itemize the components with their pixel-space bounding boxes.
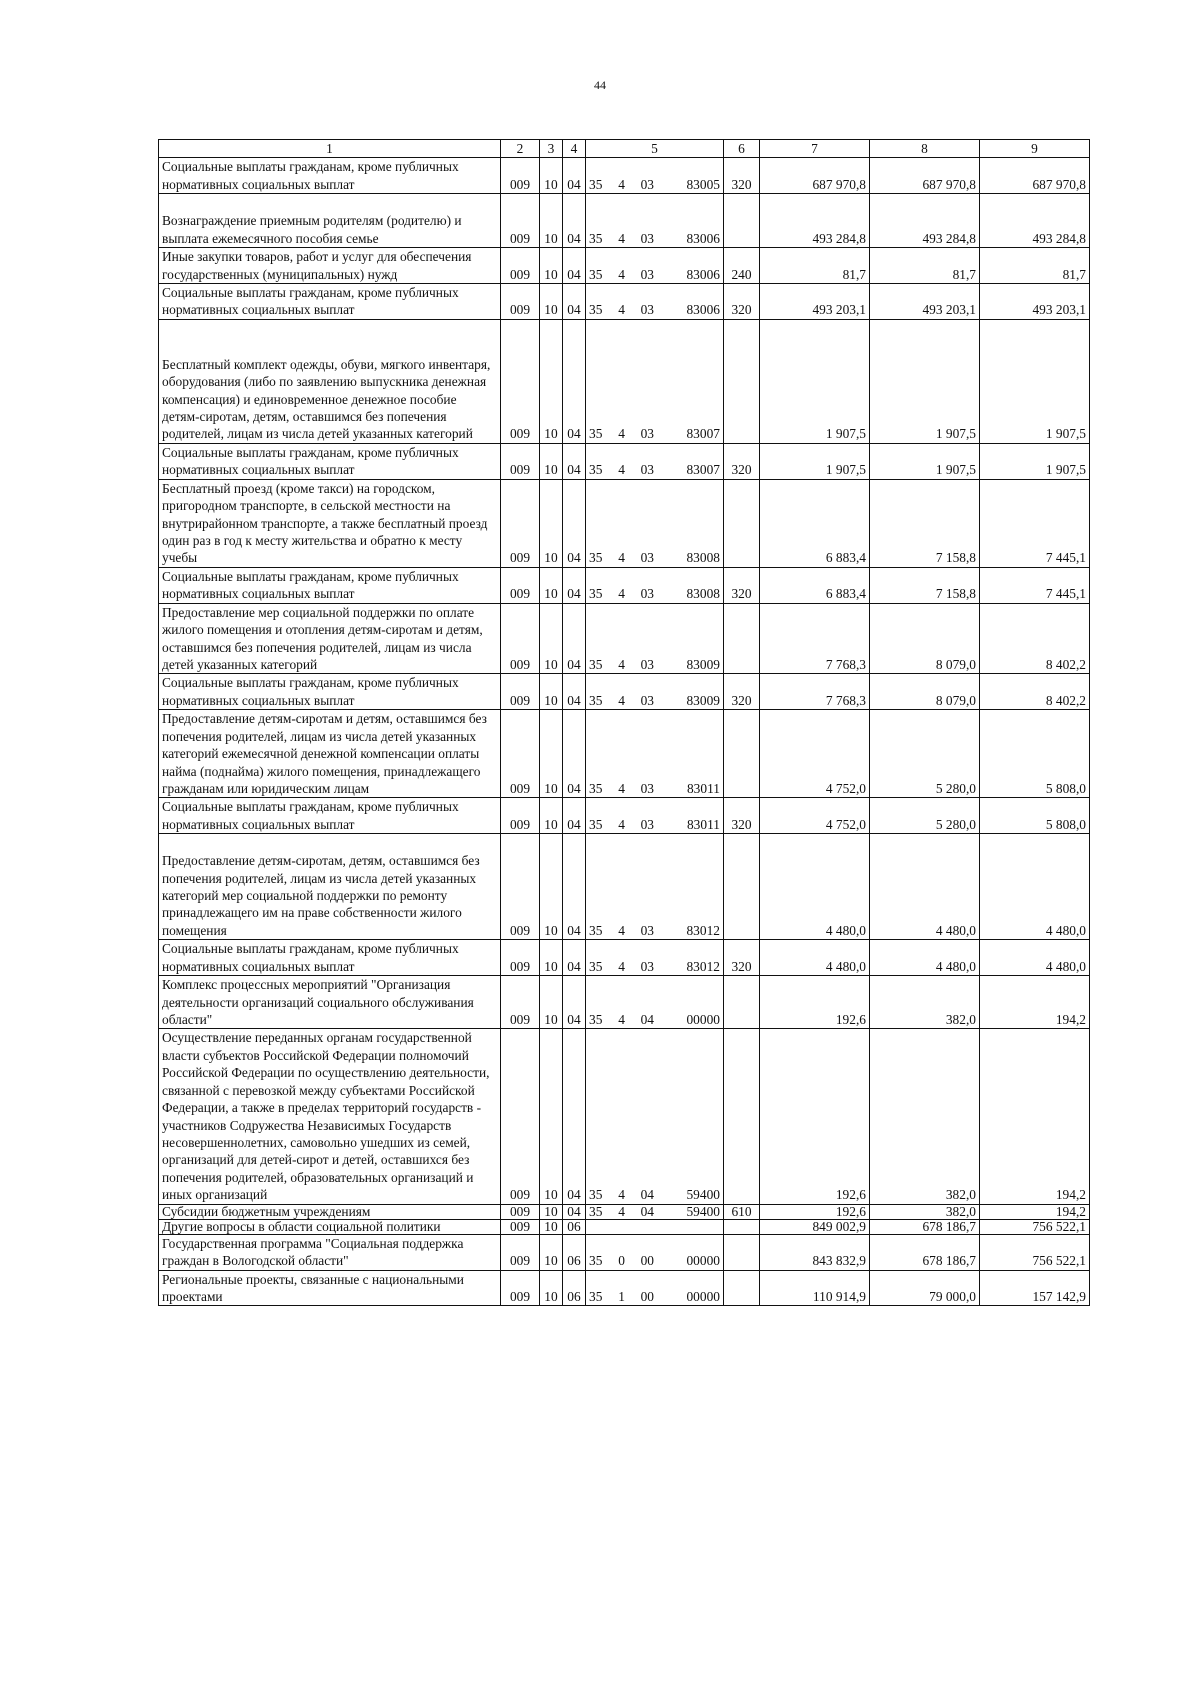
row-name: Предоставление мер социальной поддержки по оплате жилого помещения и отопления детям-сиротам и детям, оставшимся без попечения родителей, лицам из числа детей указанных категорий [159,603,501,674]
target-article-complex: 03 [640,816,654,832]
expense-type-code: 320 [724,283,760,319]
row-name: Бесплатный комплект одежды, обуви, мягкого инвентаря, оборудования (либо по заявлению выпускника денежная компенсация) и единовременное денежное пособие детям-сиротам, детям, оставшимся без попечения родителей, лицам из числа детей указанных категорий [159,319,501,443]
target-article-complex: 03 [640,176,654,192]
table-row [159,1029,1090,1204]
amount-year-2: 79 000,0 [870,1270,980,1306]
section-code: 10 [540,283,563,319]
grbs-code: 009 [501,710,540,798]
target-article-program: 35 [589,816,603,832]
amount-year-1: 843 832,9 [760,1234,870,1270]
table-row [159,194,1090,248]
amount-year-3: 5 808,0 [980,710,1090,798]
grbs-code: 009 [501,479,540,567]
amount-year-3: 194,2 [980,1204,1090,1219]
row-name: Предоставление детям-сиротам, детям, оставшимся без попечения родителей, лицам из числа детей указанных категорий мер социальной поддержки по ремонту принадлежащего им на праве собственности жилого помещения [159,834,501,940]
amount-year-2: 4 480,0 [870,940,980,976]
section-code: 10 [540,976,563,1029]
target-article-type: 4 [618,426,625,442]
target-article-code [586,1219,724,1234]
amount-year-1: 192,6 [760,976,870,1029]
amount-year-3: 194,2 [980,976,1090,1029]
subsection-code: 04 [563,710,586,798]
amount-year-3: 1 907,5 [980,319,1090,443]
page-number: 44 [594,78,606,92]
target-article-type: 4 [618,1011,625,1027]
amount-year-2: 4 480,0 [870,834,980,940]
table-row [159,567,1090,603]
target-article-type: 4 [618,266,625,282]
amount-year-2: 81,7 [870,248,980,284]
grbs-code: 009 [501,567,540,603]
subsection-code: 04 [563,940,586,976]
target-article-complex: 03 [640,550,654,566]
target-article-direction: 83008 [686,586,720,602]
grbs-code: 009 [501,319,540,443]
amount-year-2: 382,0 [870,1029,980,1204]
amount-year-1: 6 883,4 [760,479,870,567]
section-code: 10 [540,1029,563,1204]
subsection-code: 04 [563,443,586,479]
target-article-program: 35 [589,958,603,974]
target-article-direction: 83008 [686,550,720,566]
row-name: Социальные выплаты гражданам, кроме публичных нормативных социальных выплат [159,443,501,479]
target-article-complex: 00 [640,1253,654,1269]
target-article-code [586,283,724,319]
expense-type-code [724,194,760,248]
grbs-code: 009 [501,798,540,834]
target-article-complex: 03 [640,586,654,602]
target-article-type: 4 [618,692,625,708]
section-code: 10 [540,567,563,603]
amount-year-3: 194,2 [980,1029,1090,1204]
target-article-type: 4 [618,816,625,832]
target-article-code [586,940,724,976]
amount-year-1: 7 768,3 [760,674,870,710]
target-article-code [586,567,724,603]
target-article-type: 4 [618,780,625,796]
row-name: Вознаграждение приемным родителям (родителю) и выплата ежемесячного пособия семье [159,194,501,248]
subsection-code: 04 [563,674,586,710]
grbs-code: 009 [501,443,540,479]
table-row [159,479,1090,567]
grbs-code: 009 [501,1234,540,1270]
target-article-code [586,1029,724,1204]
target-article-code [586,1234,724,1270]
expense-type-code [724,976,760,1029]
table-row [159,248,1090,284]
target-article-complex: 03 [640,922,654,938]
section-code: 10 [540,1234,563,1270]
subsection-code: 04 [563,248,586,284]
header-row [159,140,1090,158]
row-name: Другие вопросы в области социальной политики [159,1219,501,1234]
target-article-complex: 03 [640,302,654,318]
section-code: 10 [540,834,563,940]
amount-year-2: 5 280,0 [870,710,980,798]
expense-type-code: 240 [724,248,760,284]
amount-year-2: 1 907,5 [870,443,980,479]
target-article-type: 4 [618,1203,625,1219]
amount-year-2: 1 907,5 [870,319,980,443]
expense-type-code: 320 [724,940,760,976]
target-article-program: 35 [589,1011,603,1027]
target-article-complex: 03 [640,266,654,282]
subsection-code: 04 [563,319,586,443]
row-name: Предоставление детям-сиротам и детям, оставшимся без попечения родителей, лицам из числа детей указанных категорий ежемесячной денежной компенсации оплаты найма (поднайма) жилого помещения, принадлежащего гражданам или юридическим лицам [159,710,501,798]
expense-type-code: 320 [724,443,760,479]
expense-type-code: 320 [724,798,760,834]
target-article-type: 4 [618,230,625,246]
table-row [159,1204,1090,1219]
target-article-direction: 83012 [686,958,720,974]
row-name: Осуществление переданных органам государственной власти субъектов Российской Федерации полномочий Российской Федерации по осуществлению деятельности, связанной с перевозкой между субъектами Российской Федерации, а также в пределах территорий государств - участников Содружества Независимых Государств несовершеннолетних, самовольно ушедших из семей, организаций для детей-сирот и детей, оставшихся без попечения родителей, образовательных организаций и иных организаций [159,1029,501,1204]
expense-type-code: 320 [724,567,760,603]
target-article-direction: 83006 [686,302,720,318]
expense-type-code: 610 [724,1204,760,1219]
target-article-program: 35 [589,462,603,478]
amount-year-1: 1 907,5 [760,443,870,479]
amount-year-3: 1 907,5 [980,443,1090,479]
row-name: Социальные выплаты гражданам, кроме публичных нормативных социальных выплат [159,940,501,976]
expense-type-code [724,603,760,674]
target-article-direction: 00000 [686,1253,720,1269]
section-code: 10 [540,1270,563,1306]
expense-type-code [724,710,760,798]
target-article-complex: 04 [640,1187,654,1203]
row-name: Комплекс процессных мероприятий "Организация деятельности организаций социального обслуживания области" [159,976,501,1029]
section-code: 10 [540,1204,563,1219]
expense-type-code [724,1029,760,1204]
subsection-code: 06 [563,1234,586,1270]
table-row [159,158,1090,194]
amount-year-1: 493 284,8 [760,194,870,248]
target-article-direction: 83007 [686,426,720,442]
subsection-code: 04 [563,194,586,248]
column-header: 1 [159,140,501,158]
column-header: 7 [760,140,870,158]
target-article-program: 35 [589,692,603,708]
section-code: 10 [540,1219,563,1234]
expense-type-code [724,1270,760,1306]
target-article-type: 4 [618,656,625,672]
section-code: 10 [540,479,563,567]
expense-type-code: 320 [724,158,760,194]
amount-year-3: 493 203,1 [980,283,1090,319]
column-header: 5 [586,140,724,158]
row-name: Региональные проекты, связанные с национальными проектами [159,1270,501,1306]
target-article-type: 4 [618,958,625,974]
target-article-code [586,194,724,248]
target-article-direction: 59400 [686,1203,720,1219]
row-name: Социальные выплаты гражданам, кроме публичных нормативных социальных выплат [159,158,501,194]
target-article-direction: 00000 [686,1011,720,1027]
row-name: Субсидии бюджетным учреждениям [159,1204,501,1219]
amount-year-3: 756 522,1 [980,1219,1090,1234]
grbs-code: 009 [501,1029,540,1204]
grbs-code: 009 [501,674,540,710]
target-article-code [586,158,724,194]
target-article-direction: 83009 [686,656,720,672]
target-article-program: 35 [589,1203,603,1219]
row-name: Социальные выплаты гражданам, кроме публичных нормативных социальных выплат [159,798,501,834]
section-code: 10 [540,710,563,798]
target-article-direction: 83006 [686,266,720,282]
subsection-code: 04 [563,976,586,1029]
expense-type-code [724,319,760,443]
amount-year-2: 7 158,8 [870,567,980,603]
table-row [159,443,1090,479]
grbs-code: 009 [501,834,540,940]
amount-year-3: 8 402,2 [980,603,1090,674]
target-article-program: 35 [589,656,603,672]
amount-year-3: 4 480,0 [980,834,1090,940]
column-header: 3 [540,140,563,158]
amount-year-1: 6 883,4 [760,567,870,603]
section-code: 10 [540,194,563,248]
table-row [159,674,1090,710]
target-article-complex: 03 [640,230,654,246]
target-article-type: 4 [618,462,625,478]
target-article-code [586,834,724,940]
target-article-complex: 03 [640,656,654,672]
section-code: 10 [540,674,563,710]
amount-year-2: 8 079,0 [870,674,980,710]
amount-year-1: 4 480,0 [760,940,870,976]
section-code: 10 [540,603,563,674]
amount-year-1: 687 970,8 [760,158,870,194]
target-article-direction: 83012 [686,922,720,938]
amount-year-2: 678 186,7 [870,1219,980,1234]
target-article-type: 1 [618,1289,625,1305]
target-article-type: 4 [618,176,625,192]
amount-year-3: 7 445,1 [980,567,1090,603]
section-code: 10 [540,940,563,976]
table-row [159,283,1090,319]
table-row [159,1234,1090,1270]
column-header: 4 [563,140,586,158]
table-row [159,710,1090,798]
target-article-code [586,1204,724,1219]
target-article-code [586,1270,724,1306]
target-article-direction: 83005 [686,176,720,192]
amount-year-3: 5 808,0 [980,798,1090,834]
row-name: Социальные выплаты гражданам, кроме публичных нормативных социальных выплат [159,283,501,319]
grbs-code: 009 [501,1204,540,1219]
target-article-direction: 83011 [686,816,720,832]
target-article-direction: 83009 [686,692,720,708]
grbs-code: 009 [501,158,540,194]
subsection-code: 04 [563,603,586,674]
amount-year-3: 687 970,8 [980,158,1090,194]
target-article-type: 4 [618,302,625,318]
expense-type-code [724,1234,760,1270]
expense-type-code: 320 [724,674,760,710]
amount-year-2: 382,0 [870,976,980,1029]
amount-year-2: 678 186,7 [870,1234,980,1270]
target-article-complex: 03 [640,958,654,974]
row-name: Иные закупки товаров, работ и услуг для обеспечения государственных (муниципальных) нужд [159,248,501,284]
amount-year-1: 1 907,5 [760,319,870,443]
amount-year-1: 849 002,9 [760,1219,870,1234]
target-article-program: 35 [589,1253,603,1269]
subsection-code: 04 [563,283,586,319]
amount-year-3: 7 445,1 [980,479,1090,567]
target-article-type: 0 [618,1253,625,1269]
target-article-type: 4 [618,1187,625,1203]
amount-year-1: 493 203,1 [760,283,870,319]
target-article-type: 4 [618,586,625,602]
table-row [159,834,1090,940]
grbs-code: 009 [501,976,540,1029]
target-article-code [586,674,724,710]
amount-year-3: 493 284,8 [980,194,1090,248]
expense-type-code [724,479,760,567]
section-code: 10 [540,248,563,284]
expense-type-code [724,1219,760,1234]
amount-year-3: 756 522,1 [980,1234,1090,1270]
grbs-code: 009 [501,603,540,674]
subsection-code: 04 [563,798,586,834]
target-article-complex: 04 [640,1011,654,1027]
amount-year-2: 493 203,1 [870,283,980,319]
amount-year-2: 382,0 [870,1204,980,1219]
amount-year-2: 687 970,8 [870,158,980,194]
target-article-program: 35 [589,1187,603,1203]
budget-table [158,139,1090,1306]
table-row [159,940,1090,976]
amount-year-2: 7 158,8 [870,479,980,567]
target-article-complex: 04 [640,1203,654,1219]
subsection-code: 04 [563,1029,586,1204]
table-row [159,1219,1090,1234]
section-code: 10 [540,443,563,479]
amount-year-1: 81,7 [760,248,870,284]
amount-year-1: 110 914,9 [760,1270,870,1306]
target-article-code [586,603,724,674]
amount-year-1: 192,6 [760,1204,870,1219]
subsection-code: 04 [563,1204,586,1219]
amount-year-1: 4 752,0 [760,710,870,798]
table-row [159,603,1090,674]
column-header: 2 [501,140,540,158]
target-article-program: 35 [589,586,603,602]
grbs-code: 009 [501,940,540,976]
amount-year-3: 157 142,9 [980,1270,1090,1306]
amount-year-1: 7 768,3 [760,603,870,674]
table-row [159,319,1090,443]
target-article-code [586,319,724,443]
target-article-code [586,798,724,834]
target-article-program: 35 [589,550,603,566]
target-article-program: 35 [589,176,603,192]
amount-year-3: 8 402,2 [980,674,1090,710]
target-article-complex: 03 [640,462,654,478]
subsection-code: 04 [563,158,586,194]
amount-year-3: 81,7 [980,248,1090,284]
amount-year-3: 4 480,0 [980,940,1090,976]
amount-year-1: 192,6 [760,1029,870,1204]
target-article-direction: 83006 [686,230,720,246]
target-article-code [586,976,724,1029]
target-article-complex: 00 [640,1289,654,1305]
table-row [159,798,1090,834]
section-code: 10 [540,158,563,194]
target-article-code [586,479,724,567]
target-article-direction: 83007 [686,462,720,478]
table-row [159,976,1090,1029]
expense-type-code [724,834,760,940]
subsection-code: 04 [563,567,586,603]
column-header: 9 [980,140,1090,158]
target-article-direction: 83011 [686,780,720,796]
target-article-program: 35 [589,922,603,938]
target-article-type: 4 [618,550,625,566]
subsection-code: 04 [563,479,586,567]
target-article-direction: 00000 [686,1289,720,1305]
section-code: 10 [540,798,563,834]
row-name: Социальные выплаты гражданам, кроме публичных нормативных социальных выплат [159,567,501,603]
target-article-code [586,443,724,479]
target-article-complex: 03 [640,692,654,708]
target-article-program: 35 [589,426,603,442]
amount-year-2: 493 284,8 [870,194,980,248]
section-code: 10 [540,319,563,443]
row-name: Государственная программа "Социальная поддержка граждан в Вологодской области" [159,1234,501,1270]
target-article-type: 4 [618,922,625,938]
target-article-complex: 03 [640,426,654,442]
table-row [159,1270,1090,1306]
grbs-code: 009 [501,1219,540,1234]
target-article-code [586,710,724,798]
subsection-code: 06 [563,1270,586,1306]
target-article-program: 35 [589,266,603,282]
target-article-program: 35 [589,780,603,796]
target-article-program: 35 [589,1289,603,1305]
row-name: Бесплатный проезд (кроме такси) на городском, пригородном транспорте, в сельской местности на внутрирайонном транспорте, а также бесплатный проезд один раз в год к месту жительства и обратно к месту учебы [159,479,501,567]
target-article-direction: 59400 [686,1187,720,1203]
amount-year-1: 4 752,0 [760,798,870,834]
grbs-code: 009 [501,194,540,248]
target-article-program: 35 [589,230,603,246]
row-name: Социальные выплаты гражданам, кроме публичных нормативных социальных выплат [159,674,501,710]
grbs-code: 009 [501,248,540,284]
amount-year-2: 5 280,0 [870,798,980,834]
grbs-code: 009 [501,283,540,319]
subsection-code: 04 [563,834,586,940]
amount-year-1: 4 480,0 [760,834,870,940]
target-article-program: 35 [589,302,603,318]
target-article-code [586,248,724,284]
amount-year-2: 8 079,0 [870,603,980,674]
column-header: 8 [870,140,980,158]
subsection-code: 06 [563,1219,586,1234]
grbs-code: 009 [501,1270,540,1306]
column-header: 6 [724,140,760,158]
target-article-complex: 03 [640,780,654,796]
